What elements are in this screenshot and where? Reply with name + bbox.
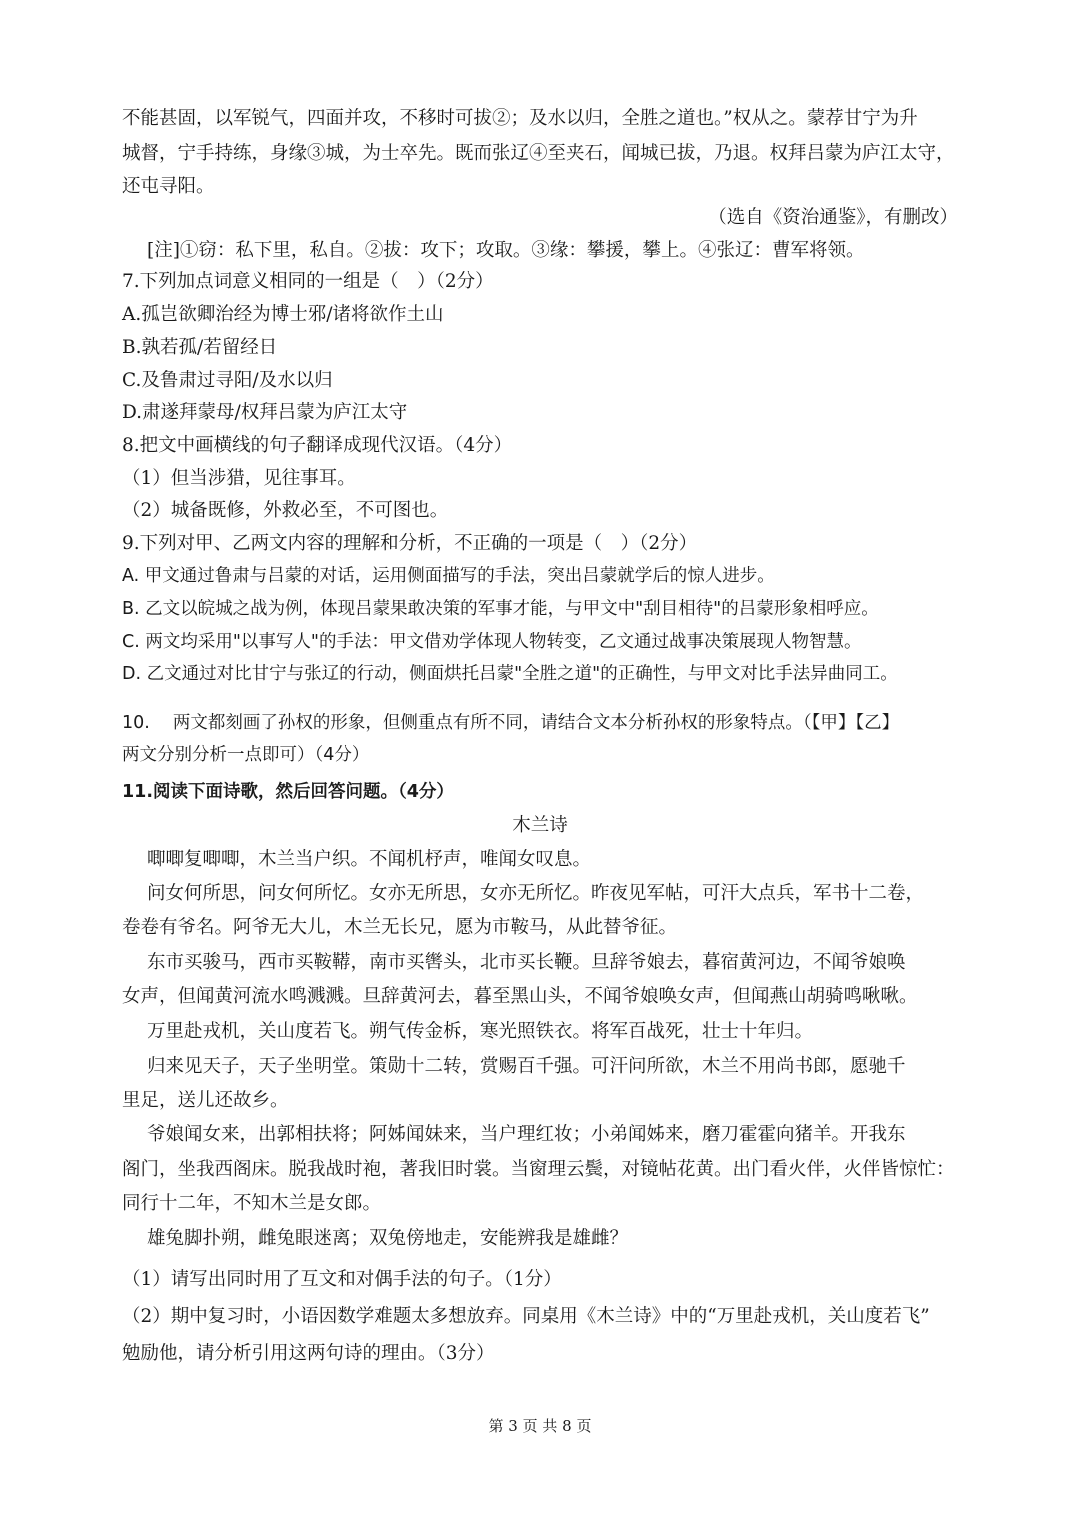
poem-line: 同行十二年，不知木兰是女郎。 [122, 1193, 382, 1214]
poem-line: 归来见天子，天子坐明堂。策勋十二转，赏赐百千强。可汗问所欲，木兰不用尚书郎，愿驰千 [147, 1056, 906, 1077]
question-7-option-d: D.肃遂拜蒙母/权拜吕蒙为庐江太守 [122, 402, 408, 423]
question-8-item-1: （1）但当涉猎，见往事耳。 [122, 468, 356, 489]
passage-line: 还屯寻阳。 [122, 176, 215, 197]
poem-line: 唧唧复唧唧，木兰当户织。不闻机杼声，唯闻女叹息。 [147, 849, 592, 870]
poem-line: 卷卷有爷名。阿爷无大儿，木兰无长兄，愿为市鞍马，从此替爷征。 [122, 917, 678, 938]
question-9-option-b: B. 乙文以皖城之战为例，体现吕蒙果敢决策的军事才能，与甲文中"刮目相待"的吕蒙形象相呼应。 [122, 599, 879, 619]
question-7-option-b: B.孰若孤/若留经日 [122, 337, 278, 358]
passage-line: 城督，宁手持练，身缘③城，为士卒先。既而张辽④至夹石，闻城已拔，乃退。权拜吕蒙为庐江太守， [122, 143, 955, 164]
page-footer: 第 3 页 共 8 页 [488, 1417, 592, 1435]
question-10-line: 两文分别分析一点即可）（4分） [122, 745, 370, 765]
poem-line: 女声，但闻黄河流水鸣溅溅。旦辞黄河去，暮至黑山头，不闻爷娘唤女声，但闻燕山胡骑鸣啾啾。 [122, 986, 918, 1007]
question-8-stem: 8.把文中画横线的句子翻译成现代汉语。（4分） [122, 435, 513, 456]
question-8-item-2: （2）城备既修，外救必至，不可图也。 [122, 500, 449, 521]
poem-line: 东市买骏马，西市买鞍鞯，南市买辔头，北市买长鞭。旦辞爷娘去，暮宿黄河边，不闻爷娘唤 [147, 952, 906, 973]
question-10-line: 10. 两文都刻画了孙权的形象，但侧重点有所不同，请结合文本分析孙权的形象特点。（【甲】【乙】 [122, 713, 900, 733]
passage-line: 不能甚固，以军锐气，四面并攻，不移时可拔②；及水以归，全胜之道也。”权从之。蒙荐甘宁为升 [122, 108, 918, 129]
question-7-stem: 7.下列加点词意义相同的一组是（ ）（2分） [122, 271, 494, 292]
poem-line: 爷娘闻女来，出郭相扶将；阿姊闻妹来，当户理红妆；小弟闻姊来，磨刀霍霍向猪羊。开我东 [147, 1124, 906, 1145]
question-9-option-d: D. 乙文通过对比甘宁与张辽的行动，侧面烘托吕蒙"全胜之道"的正确性，与甲文对比手法异曲同工。 [122, 664, 898, 684]
poem-line: 万里赴戎机，关山度若飞。朔气传金柝，寒光照铁衣。将军百战死，壮士十年归。 [147, 1021, 814, 1042]
passage-source: （选自《资治通鉴》，有删改） [708, 207, 958, 228]
poem-line: 雄兔脚扑朔，雌兔眼迷离；双兔傍地走，安能辨我是雄雌？ [147, 1228, 629, 1249]
poem-line: 阁门，坐我西阁床。脱我战时袍，著我旧时裳。当窗理云鬓，对镜帖花黄。出门看火伴，火伴皆惊忙： [122, 1159, 955, 1180]
question-9-option-c: C. 两文均采用"以事写人"的手法：甲文借劝学体现人物转变，乙文通过战事决策展现人物智慧。 [122, 632, 862, 652]
question-9-stem: 9.下列对甲、乙两文内容的理解和分析，不正确的一项是（ ）（2分） [122, 533, 698, 554]
question-11-sub-1: （1）请写出同时用了互文和对偶手法的句子。（1分） [122, 1269, 562, 1290]
question-9-option-a: A. 甲文通过鲁肃与吕蒙的对话，运用侧面描写的手法，突出吕蒙就学后的惊人进步。 [122, 566, 775, 586]
question-11-sub-2-cont: 勉励他，请分析引用这两句诗的理由。（3分） [122, 1343, 495, 1364]
question-11-sub-2: （2）期中复习时，小语因数学难题太多想放弃。同桌用《木兰诗》中的“万里赴戎机，关山度若飞” [122, 1306, 930, 1327]
question-7-option-c: C.及鲁肃过寻阳/及水以归 [122, 370, 333, 391]
passage-notes: [注]①窃：私下里，私自。②拔：攻下；攻取。③缘：攀援，攀上。④张辽：曹军将领。 [147, 240, 865, 261]
poem-line: 里足，送儿还故乡。 [122, 1090, 289, 1111]
question-11-stem: 11.阅读下面诗歌，然后回答问题。（4分） [122, 782, 454, 802]
poem-line: 问女何所思，问女何所忆。女亦无所思，女亦无所忆。昨夜见军帖，可汗大点兵，军书十二卷， [147, 883, 925, 904]
question-7-option-a: A.孤岂欲卿治经为博士邪/诸将欲作土山 [122, 304, 444, 325]
poem-title: 木兰诗 [512, 815, 568, 836]
